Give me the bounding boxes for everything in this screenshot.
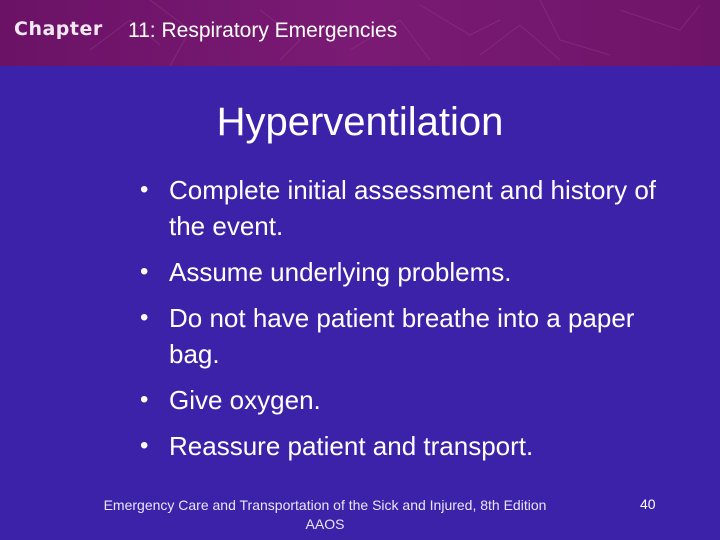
slide-title: Hyperventilation (216, 100, 504, 144)
bullet-list (140, 172, 660, 474)
footer-citation (60, 496, 590, 534)
chapter-label: Chapter (14, 18, 103, 40)
bullet-symbol: • (140, 432, 149, 459)
bullet-symbol: • (140, 304, 149, 331)
bullet-text: Assume underlying problems. (169, 257, 512, 287)
bullet-text: Do not have patient breathe into a paper bag. (169, 303, 635, 369)
bullet-symbol: • (140, 176, 149, 203)
footer-book-title: Emergency Care and Transportation of the Sick and Injured, 8th Edition (103, 497, 547, 513)
bullet-item (140, 428, 660, 464)
bullet-item (140, 172, 660, 244)
footer-publisher: AAOS (305, 516, 345, 532)
bullet-text: Give oxygen. (169, 385, 321, 415)
bullet-item (140, 300, 660, 372)
bullet-item (140, 254, 660, 290)
bullet-symbol: • (140, 258, 149, 285)
bullet-item (140, 382, 660, 418)
bullet-text: Complete initial assessment and history of the event. (169, 175, 657, 241)
chapter-title: 11: Respiratory Emergencies (128, 19, 398, 42)
page-number: 40 (640, 496, 656, 512)
bullet-text: Reassure patient and transport. (169, 431, 534, 461)
bullet-symbol: • (140, 386, 149, 413)
chapter-header-bar (0, 0, 720, 66)
